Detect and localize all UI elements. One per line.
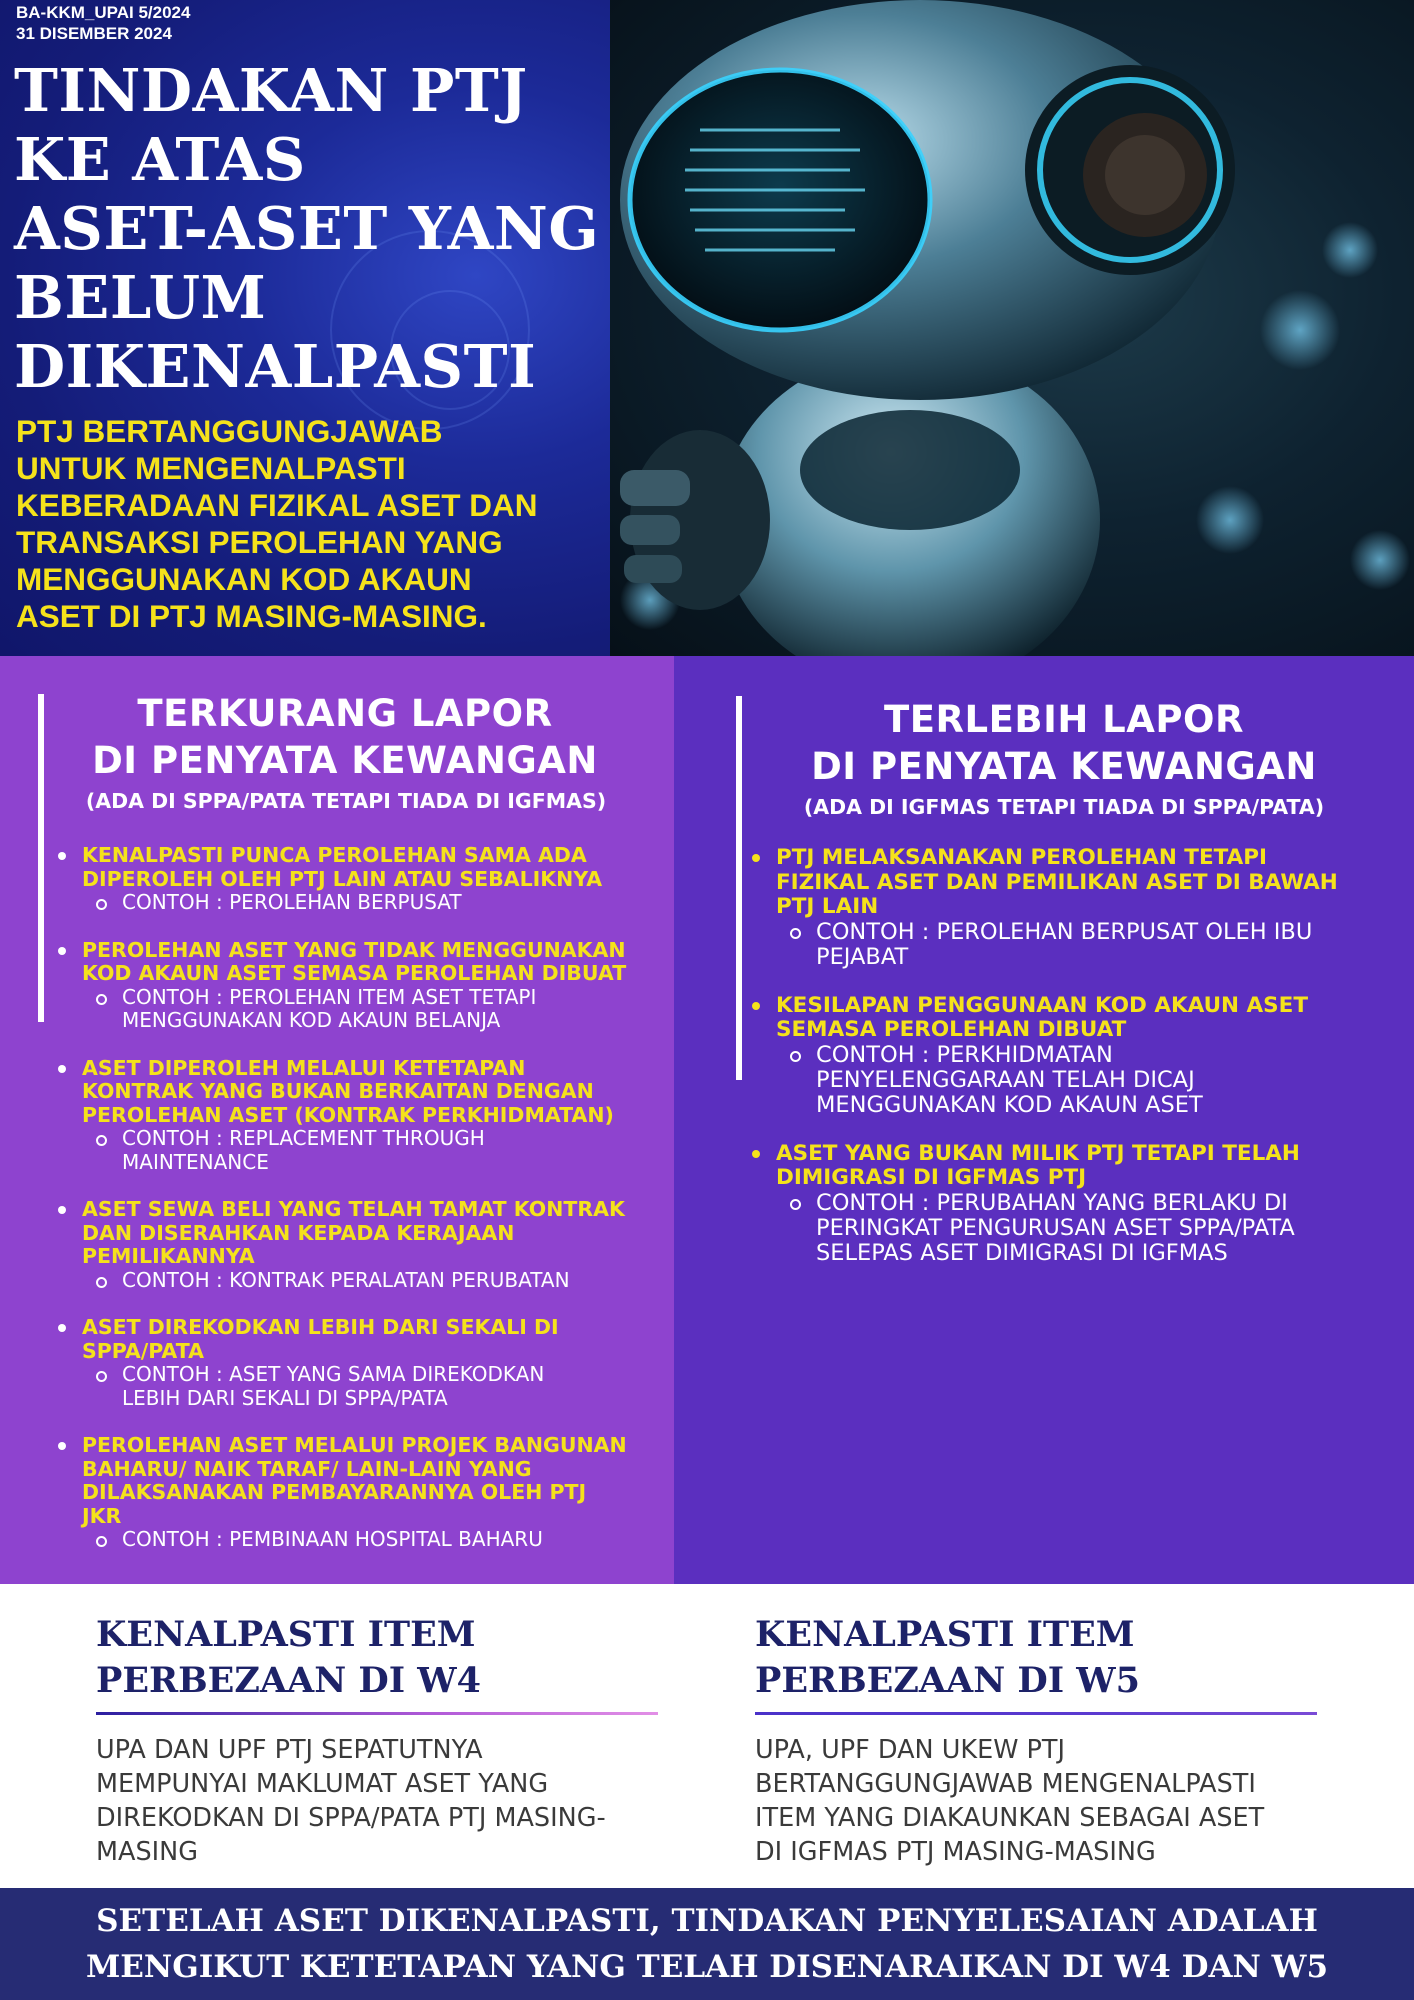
page-title	[14, 56, 604, 401]
item-example-line: CONTOH : PEMBINAAN HOSPITAL BAHARU	[122, 1527, 543, 1551]
page-title-line: KE ATAS	[14, 125, 306, 194]
item-title-line: PTJ LAIN	[776, 894, 879, 919]
page-subtitle-line: TRANSAKSI PEROLEHAN YANG	[16, 524, 503, 560]
item-title-line: DIMIGRASI DI IGFMAS PTJ	[776, 1165, 1087, 1190]
list-item	[56, 1316, 656, 1410]
footer-text	[17, 1898, 1397, 1990]
item-title-line: KESILAPAN PENGGUNAAN KOD AKAUN ASET	[776, 992, 1309, 1018]
section-text-line: UPA, UPF DAN UKEW PTJ	[755, 1735, 1065, 1765]
cause-list	[750, 846, 1390, 1290]
document-reference	[16, 2, 190, 44]
overreported-panel	[674, 656, 1414, 1584]
header-title-area	[0, 0, 610, 656]
item-example-line: CONTOH : ASET YANG SAMA DIREKODKAN	[122, 1362, 545, 1386]
item-title	[82, 1198, 656, 1269]
section-text-line: MASING	[96, 1837, 198, 1867]
page-title-line: TINDAKAN PTJ	[14, 56, 528, 125]
list-item	[56, 844, 656, 915]
list-item	[56, 939, 656, 1033]
item-example-line: CONTOH : PERUBAHAN YANG BERLAKU DI	[816, 1189, 1288, 1216]
section-text-line: BERTANGGUNGJAWAB MENGENALPASTI	[755, 1769, 1256, 1799]
document-date: 31 DISEMBER 2024	[16, 24, 172, 43]
item-title-line: SEMASA PEROLEHAN DIBUAT	[776, 1017, 1127, 1042]
section-text-line: MEMPUNYAI MAKLUMAT ASET YANG	[96, 1769, 549, 1799]
item-title	[776, 1142, 1390, 1191]
page-subtitle-line: KEBERADAAN FIZIKAL ASET DAN	[16, 487, 538, 523]
item-title-line: KONTRAK YANG BUKAN BERKAITAN DENGAN	[82, 1079, 594, 1103]
item-example-line: MENGGUNAKAN KOD AKAUN ASET	[816, 1091, 1203, 1118]
list-item	[56, 1057, 656, 1175]
item-title-line: DILAKSANAKAN PEMBAYARANNYA OLEH PTJ	[82, 1480, 587, 1504]
document-number: BA-KKM_UPAI 5/2024	[16, 3, 191, 22]
item-title	[82, 844, 656, 891]
item-example-line: PERINGKAT PENGURUSAN ASET SPPA/PATA	[816, 1214, 1295, 1241]
page-subtitle-line: UNTUK MENGENALPASTI	[16, 450, 406, 486]
item-title-line: PEROLEHAN ASET YANG TIDAK MENGGUNAKAN	[82, 937, 626, 962]
w4-section-title	[96, 1612, 616, 1704]
item-title-line: ASET DIPEROLEH MELALUI KETETAPAN	[82, 1055, 526, 1080]
section-text-line: UPA DAN UPF PTJ SEPATUTNYA	[96, 1735, 483, 1765]
page-subtitle	[16, 413, 606, 635]
item-example	[776, 1191, 1390, 1266]
list-item	[750, 994, 1390, 1118]
item-title	[82, 1316, 656, 1363]
section-text-line: DIREKODKAN DI SPPA/PATA PTJ MASING-	[96, 1803, 606, 1833]
item-example	[82, 1127, 656, 1174]
item-example-line: CONTOH : PERKHIDMATAN	[816, 1041, 1113, 1068]
robot-icon	[610, 0, 1414, 656]
list-item	[56, 1198, 656, 1292]
item-title	[776, 846, 1390, 920]
item-title-line: PTJ MELAKSANAKAN PEROLEHAN TETAPI	[776, 845, 1268, 870]
page-subtitle-line: MENGGUNAKAN KOD AKAUN	[16, 561, 472, 597]
item-example	[82, 1363, 656, 1410]
item-title-line: PEROLEHAN ASET MELALUI PROJEK BANGUNAN	[82, 1433, 627, 1457]
header	[0, 0, 1414, 656]
section-title-line: PERBEZAAN DI W4	[96, 1660, 481, 1701]
item-title-line: ASET DIREKODKAN LEBIH DARI SEKALI DI	[82, 1315, 559, 1339]
item-title	[82, 1434, 656, 1528]
underreported-panel	[0, 656, 674, 1584]
item-title	[82, 939, 656, 986]
item-title-line: JKR	[82, 1503, 122, 1528]
item-title-line: BAHARU/ NAIK TARAF/ LAIN-LAIN YANG	[82, 1456, 532, 1481]
item-title	[776, 994, 1390, 1043]
panel-heading-line: TERLEBIH LAPOR	[884, 698, 1244, 741]
panel-heading	[50, 690, 640, 784]
w5-section-title	[755, 1612, 1275, 1704]
panel-heading-line: TERKURANG LAPOR	[137, 692, 553, 735]
panel-accent-bar	[38, 694, 44, 1022]
section-divider	[96, 1712, 658, 1715]
item-example-line: PEJABAT	[816, 943, 909, 970]
page-subtitle-line: ASET DI PTJ MASING-MASING.	[16, 598, 487, 634]
panel-heading	[744, 696, 1384, 790]
item-title-line: ASET SEWA BELI YANG TELAH TAMAT KONTRAK	[82, 1197, 625, 1221]
item-example-line: CONTOH : PEROLEHAN BERPUSAT OLEH IBU	[816, 918, 1313, 945]
footer-text-line: SETELAH ASET DIKENALPASTI, TINDAKAN PENYELESAIAN ADALAH	[96, 1903, 1318, 1939]
item-title-line: DIPEROLEH OLEH PTJ LAIN ATAU SEBALIKNYA	[82, 866, 603, 891]
item-title-line: ASET YANG BUKAN MILIK PTJ TETAPI TELAH	[776, 1140, 1300, 1166]
item-example-line: PENYELENGGARAAN TELAH DICAJ	[816, 1066, 1195, 1093]
item-title-line: KENALPASTI PUNCA PEROLEHAN SAMA ADA	[82, 843, 587, 867]
list-item	[750, 1142, 1390, 1266]
item-example	[776, 920, 1390, 970]
item-title-line: FIZIKAL ASET DAN PEMILIKAN ASET DI BAWAH	[776, 869, 1338, 895]
page-title-line: ASET-ASET YANG	[14, 194, 600, 263]
item-example	[82, 986, 656, 1033]
item-example	[82, 1528, 656, 1552]
panel-heading-line: DI PENYATA KEWANGAN	[811, 745, 1317, 788]
item-example-line: CONTOH : PEROLEHAN ITEM ASET TETAPI	[122, 984, 537, 1009]
item-title-line: SPPA/PATA	[82, 1338, 204, 1363]
panel-accent-bar	[736, 696, 742, 1080]
section-text-line: DI IGFMAS PTJ MASING-MASING	[755, 1837, 1156, 1867]
page-title-line: BELUM	[14, 263, 267, 332]
section-title-line: KENALPASTI ITEM	[96, 1614, 476, 1655]
w4-section-text	[96, 1733, 676, 1869]
item-example	[82, 891, 656, 915]
item-example-line: CONTOH : KONTRAK PERALATAN PERUBATAN	[122, 1267, 570, 1292]
list-item	[750, 846, 1390, 970]
panel-note: (ADA DI SPPA/PATA TETAPI TIADA DI IGFMAS)	[85, 789, 607, 813]
robot-illustration	[610, 0, 1414, 656]
item-title-line: DAN DISERAHKAN KEPADA KERAJAAN	[82, 1220, 515, 1245]
section-title-line: PERBEZAAN DI W5	[755, 1660, 1140, 1701]
item-example-line: CONTOH : REPLACEMENT THROUGH	[122, 1126, 485, 1150]
page-title-line: DIKENALPASTI	[14, 332, 537, 401]
item-title-line: KOD AKAUN ASET SEMASA PEROLEHAN DIBUAT	[82, 961, 627, 985]
item-title-line: PEMILIKANNYA	[82, 1244, 255, 1268]
item-example-line: MAINTENANCE	[122, 1149, 269, 1174]
cause-list	[56, 844, 656, 1576]
item-example-line: MENGGUNAKAN KOD AKAUN BELANJA	[122, 1008, 501, 1032]
item-title-line: PEROLEHAN ASET (KONTRAK PERKHIDMATAN)	[82, 1102, 614, 1127]
section-title-line: KENALPASTI ITEM	[755, 1614, 1135, 1655]
item-example	[82, 1269, 656, 1293]
item-example-line: SELEPAS ASET DIMIGRASI DI IGFMAS	[816, 1239, 1228, 1266]
w5-section-text	[755, 1733, 1335, 1869]
panel-note: (ADA DI IGFMAS TETAPI TIADA DI SPPA/PATA)	[803, 795, 1325, 819]
footer-banner	[0, 1888, 1414, 2000]
item-example	[776, 1043, 1390, 1118]
list-item	[56, 1434, 656, 1552]
section-text-line: ITEM YANG DIAKAUNKAN SEBAGAI ASET	[755, 1803, 1265, 1833]
item-example-line: LEBIH DARI SEKALI DI SPPA/PATA	[122, 1385, 448, 1410]
page-subtitle-line: PTJ BERTANGGUNGJAWAB	[16, 413, 443, 449]
footer-text-line: MENGIKUT KETETAPAN YANG TELAH DISENARAIKAN DI W4 DAN W5	[85, 1949, 1329, 1985]
item-title	[82, 1057, 656, 1128]
section-divider	[755, 1712, 1317, 1715]
panel-heading-line: DI PENYATA KEWANGAN	[92, 739, 598, 782]
item-example-line: CONTOH : PEROLEHAN BERPUSAT	[122, 890, 462, 914]
